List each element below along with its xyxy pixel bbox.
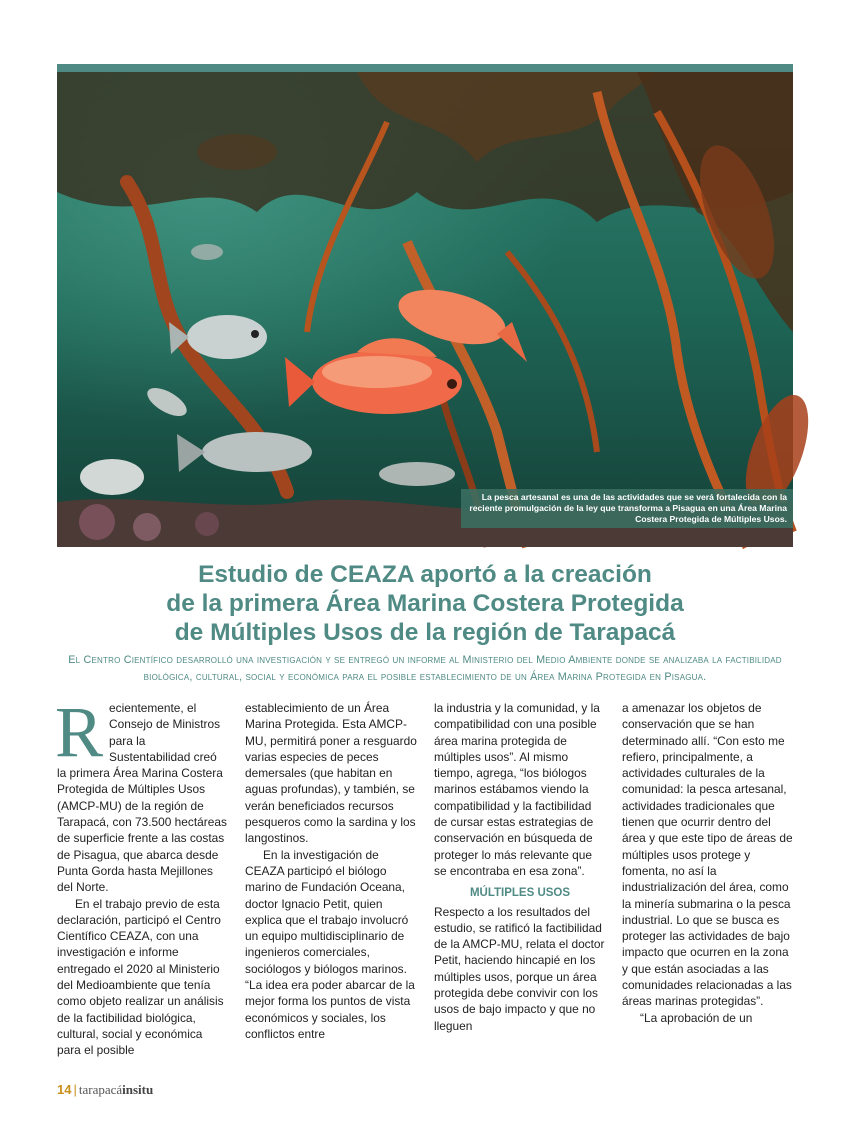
text-column-3 (434, 700, 606, 1040)
body-paragraph: “La aprobación de un (640, 1010, 753, 1025)
title-line: de Múltiples Usos de la región de Tarapacá (174, 619, 676, 646)
paragraph-text: ecientemente, el Consejo de Ministros para la Sustentabilidad creó la primera Área Marina Costera Protegida de Múltiples Usos (AMCP-MU) de la región de Tarapacá, con 73.500 hectáreas de superficie frente a las costas de Pisagua, que abarca desde Punta Gorda hasta Mejillones del Norte. (57, 701, 227, 895)
page-footer (57, 1080, 153, 1100)
magazine-brand (79, 1082, 153, 1097)
body-paragraph: la industria y la comunidad, y la compatibilidad con una posible área marina protegida de múltiples usos”. Al mismo tiempo, agrega, “los biólogos marinos estábamos viendo la compatibilidad y la factibilidad de cursar estas estrategias de conservación en búsqueda de proteger lo más relevante que se encontraba en esa zona”. (434, 701, 600, 878)
silver-fish (191, 244, 223, 260)
article-title (60, 560, 790, 647)
article-lead: El Centro Científico desarrolló una investigación y se entregó un informe al Ministerio del Medio Ambiente donde se analizaba la factibilidad biológica, cultural, social y económica para el posible establecimiento de un Área Marina Protegida en Pisagua. (68, 654, 782, 683)
body-paragraph: a amenazar los objetos de conservación que se han determinado allí. “Con esto me refiero, principalmente, a actividades culturales de la comunidad: la pesca artesanal, actividades tradicionales que tienen que ocurrir dentro del área y que este tipo de áreas de múltiples usos protege y fomenta, no así la industrialización del área, como la minería submarina o la pesca industrial. Lo que se busca es proteger las actividades de bajo impacto que ocurren en la zona y que están asociadas a las comunidades relacionadas a las áreas marinas protegidas”. (622, 701, 793, 1009)
page-number: 14 (57, 1082, 72, 1097)
text-column-2 (245, 700, 418, 1040)
body-paragraph: En la investigación de CEAZA participó el biólogo marino de Fundación Oceana, doctor Ignacio Petit, quien explica que el trabajo involucró un equipo multidisciplinario de ingenieros comerciales, sociólogos y biólogos marinos. “La idea era poder abarcar de la mejor forma los puntos de vista económicos y sociales, los conflictos entre (245, 847, 415, 1041)
text-column-1 (55, 692, 229, 1058)
body-paragraph: Respecto a los resultados del estudio, se ratificó la factibilidad de la AMCP-MU, relata el doctor Petit, haciendo hincapié en los múltiples usos, porque un área protegida debe convivir con los usos de bajo impacto y que no lleguen (434, 904, 605, 1033)
underwater-kelp-photo (57, 72, 793, 547)
footer-separator: | (73, 1082, 77, 1097)
silver-fish (80, 459, 144, 495)
text-column-4 (622, 700, 794, 1040)
section-subheading: MÚLTIPLES USOS (469, 887, 571, 900)
body-paragraph: En el trabajo previo de esta declaración, participó el Centro Científico CEAZA, con una investigación e informe entregado el 2020 al Ministerio del Medioambiente que tenía como objeto realizar un análisis de la factibilidad biológica, cultural, social y económica para el posible (57, 896, 224, 1058)
title-line: Estudio de CEAZA aportó a la creación (198, 561, 652, 588)
title-line: de la primera Área Marina Costera Protegida (166, 590, 684, 617)
header-accent-bar (57, 64, 793, 72)
brand-bold: insitu (122, 1082, 154, 1097)
body-paragraph: establecimiento de un Área Marina Protegida. Esta AMCP-MU, permitirá poner a resguardo varias especies de peces demersales (que habitan en aguas profundas), y también, se verán beneficiados recursos pesqueros como la sardina y los langostinos. (245, 701, 417, 846)
drop-cap: R (55, 692, 104, 772)
photo-caption: La pesca artesanal es una de las actividades que se verá fortalecida con la reciente promulgación de la ley que transforma a Pisagua en una Área Marina Costera Protegida de Múltiples Usos. (461, 489, 793, 528)
kelp-fish-illustration (57, 72, 793, 547)
silver-fish (379, 462, 455, 486)
brand-light: tarapacá (78, 1082, 123, 1097)
body-paragraph (55, 692, 229, 896)
